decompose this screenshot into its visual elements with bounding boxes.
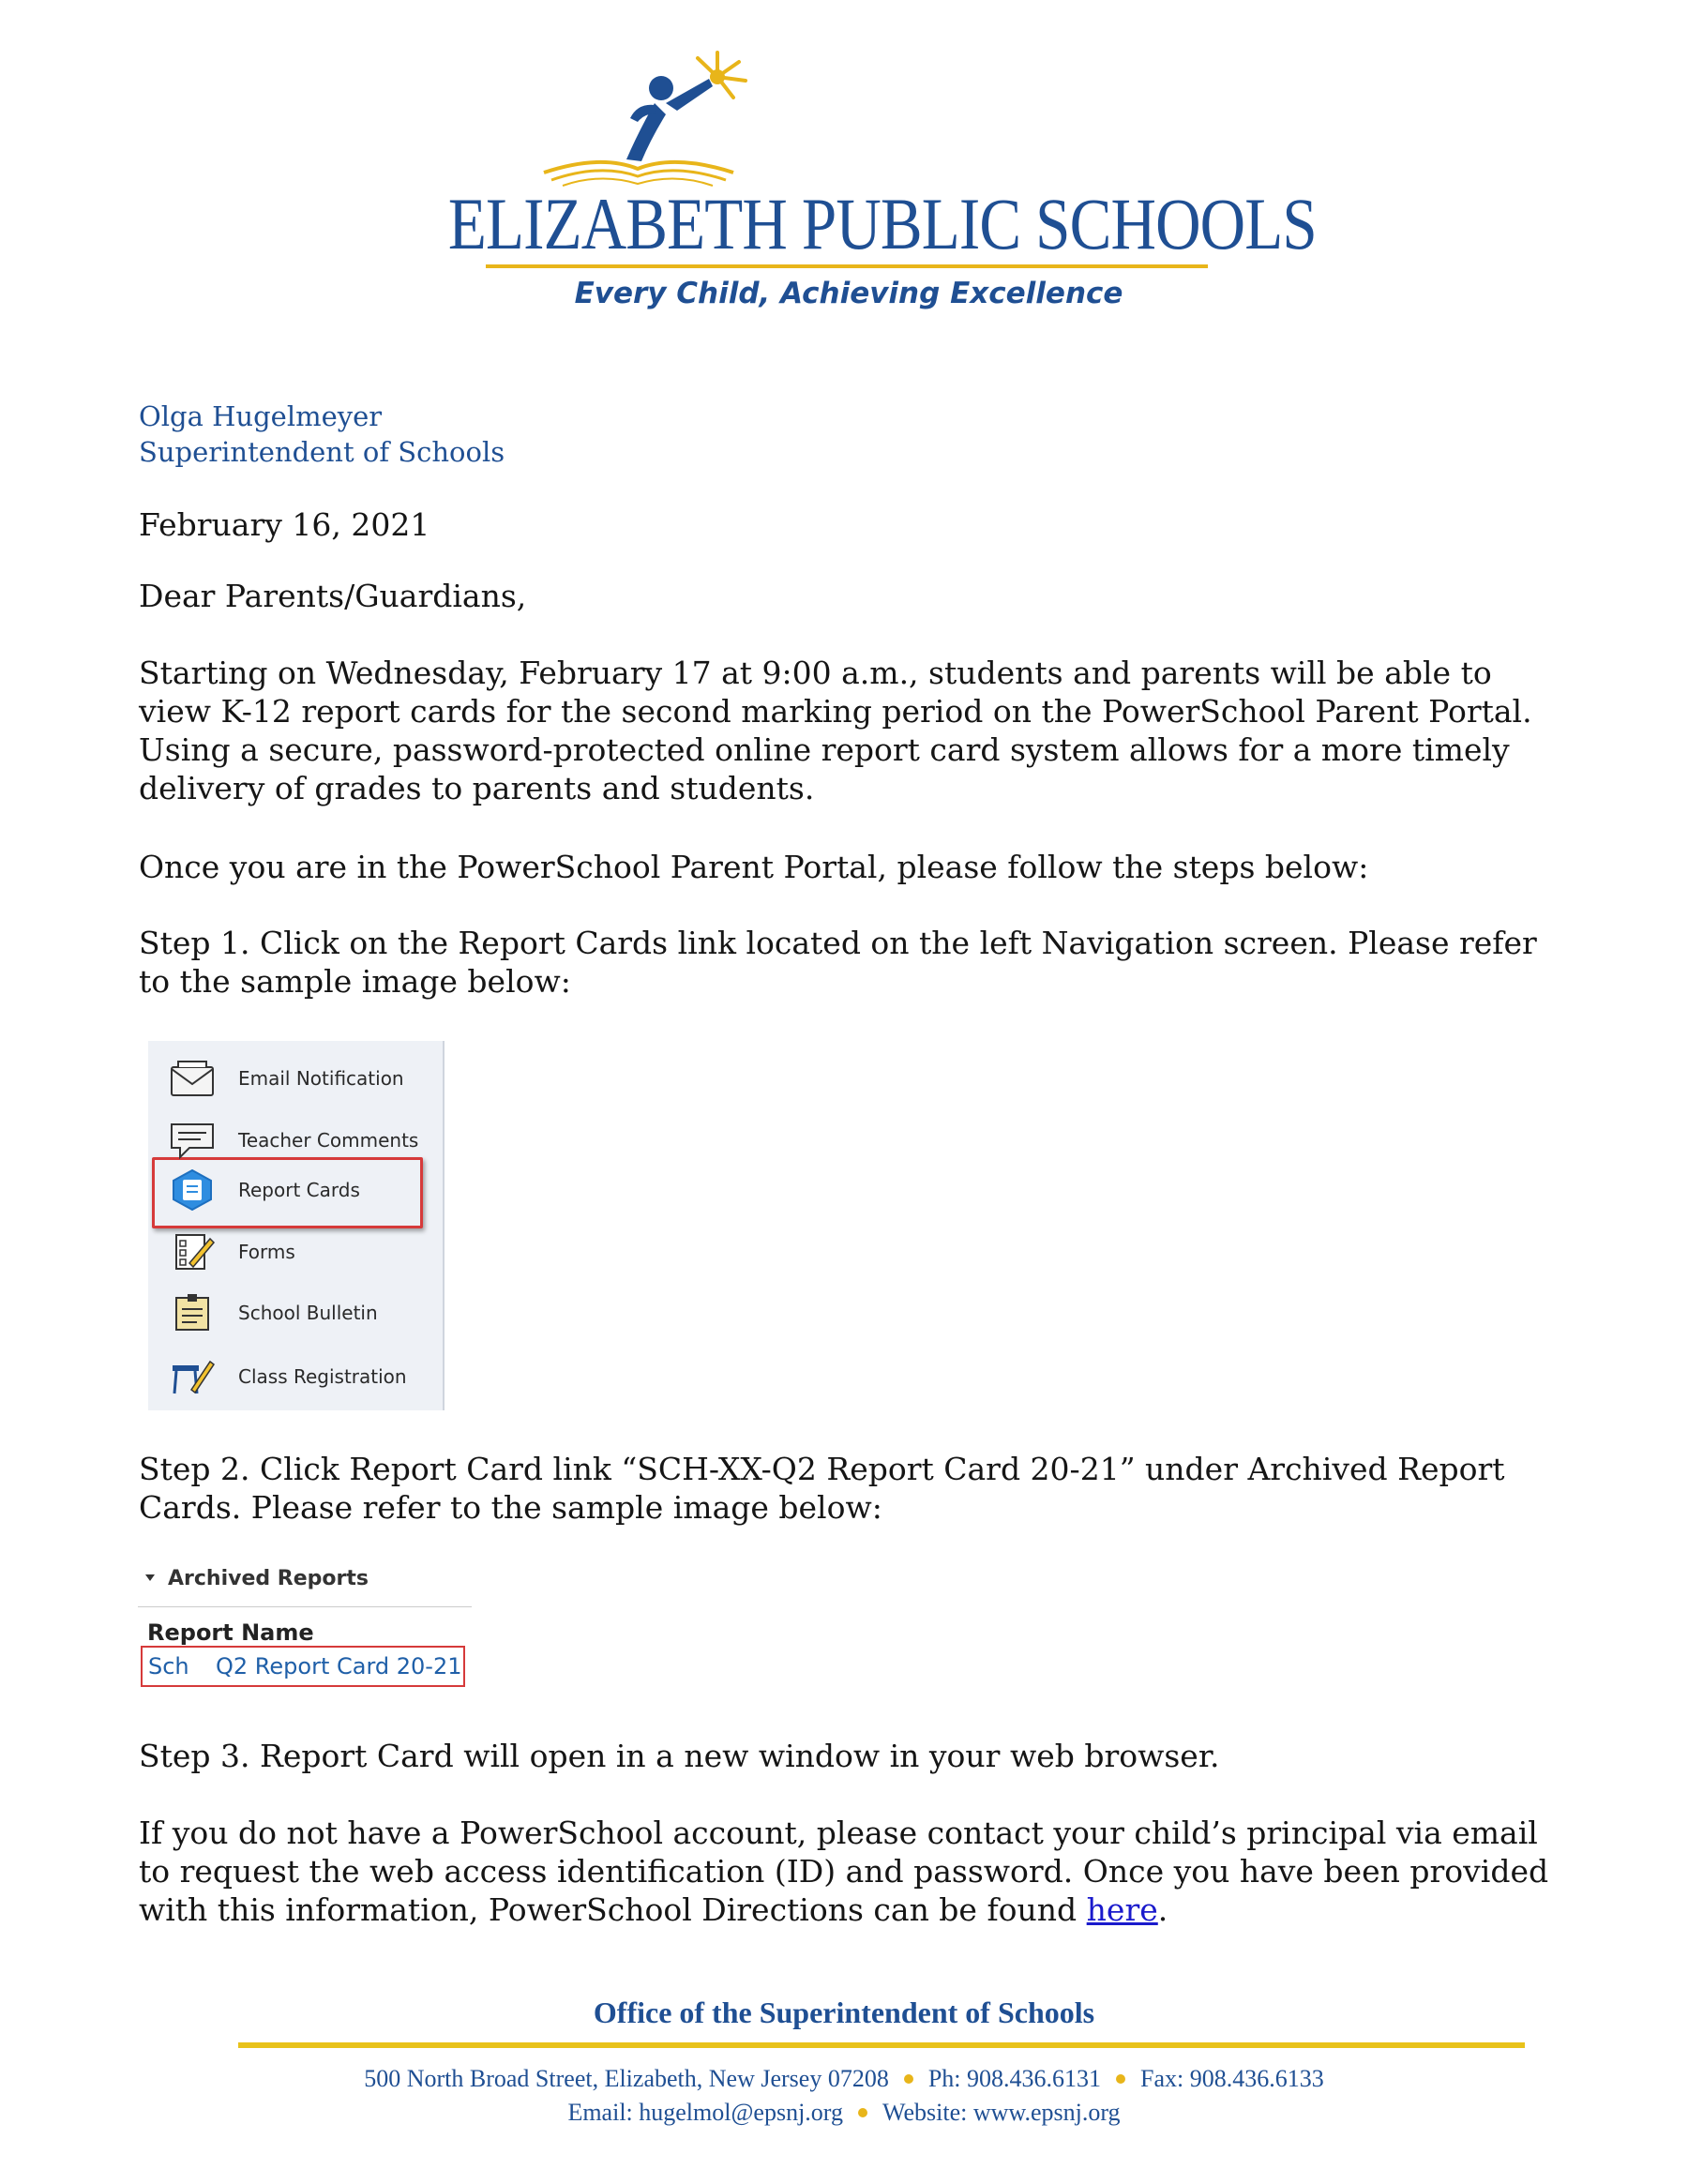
report-card-icon <box>169 1169 216 1211</box>
bullet-dot-icon <box>904 2074 913 2084</box>
footer-divider <box>238 2042 1525 2048</box>
nav-item-label: Class Registration <box>238 1364 407 1388</box>
archived-reports-sample-image <box>138 1561 472 1702</box>
nav-item-class-registration[interactable] <box>148 1350 430 1403</box>
footer-fax: Fax: 908.436.6133 <box>1140 2065 1324 2092</box>
sender-name: Olga Hugelmeyer <box>139 400 383 432</box>
footer-website[interactable]: Website: www.epsnj.org <box>882 2099 1121 2126</box>
footer-address: 500 North Broad Street, Elizabeth, New Jersey 07208 <box>364 2065 889 2092</box>
nav-item-teacher-comments[interactable] <box>148 1114 430 1167</box>
intro-paragraph: Starting on Wednesday, February 17 at 9:00 a.m., students and parents will be able to view K-12 report cards for the second marking period on the PowerSchool Parent Portal. Using a secure, password-protected online report card system allows for a more timely delivery of grades to parents and students. <box>139 655 1532 806</box>
desk-icon <box>169 1356 216 1397</box>
bullet-dot-icon <box>858 2108 867 2117</box>
bullet-dot-icon <box>1116 2074 1125 2084</box>
salutation: Dear Parents/Guardians, <box>139 578 527 614</box>
step-3: Step 3. Report Card will open in a new window in your web browser. <box>139 1738 1220 1774</box>
speech-bubble-icon <box>169 1120 216 1161</box>
school-logo <box>525 49 750 189</box>
directions-link[interactable]: here <box>1086 1891 1158 1928</box>
nav-item-label: Report Cards <box>238 1178 360 1201</box>
archived-divider <box>138 1606 472 1607</box>
footer-phone: Ph: 908.436.6131 <box>927 2065 1102 2092</box>
nav-item-label: Teacher Comments <box>238 1128 419 1152</box>
nav-item-report-cards[interactable] <box>148 1164 430 1216</box>
nav-item-school-bulletin[interactable] <box>148 1287 430 1339</box>
footer-contact-line-2 <box>0 2099 1688 2127</box>
steps-intro: Once you are in the PowerSchool Parent Portal, please follow the steps below: <box>139 849 1369 885</box>
account-paragraph-text: If you do not have a PowerSchool account, please contact your child’s principal via email to request the web access identification (ID) and password. Once you have been provided with this information, PowerSchool Directions can be found <box>139 1815 1549 1928</box>
nav-item-label: Email Notification <box>238 1066 404 1090</box>
organization-tagline: Every Child, Achieving Excellence <box>574 277 1123 310</box>
letter-date: February 16, 2021 <box>139 506 430 543</box>
bulletin-icon <box>169 1292 216 1333</box>
account-paragraph <box>139 1814 1574 1929</box>
archived-report-row <box>141 1646 465 1687</box>
nav-item-label: School Bulletin <box>238 1301 378 1324</box>
report-card-link[interactable]: Q2 Report Card 20-21 <box>216 1653 462 1679</box>
footer-contact-line-1 <box>0 2065 1688 2093</box>
checklist-icon <box>169 1231 216 1273</box>
nav-item-label: Forms <box>238 1240 295 1263</box>
envelope-icon <box>169 1058 216 1099</box>
report-name-column-header: Report Name <box>147 1619 314 1646</box>
nav-item-email-notification[interactable] <box>148 1052 430 1105</box>
navigation-sample-image <box>148 1041 445 1410</box>
organization-name: ELIZABETH PUBLIC SCHOOLS <box>447 183 1317 264</box>
caret-down-icon <box>145 1574 155 1581</box>
paragraph-end-punctuation: . <box>1157 1891 1168 1928</box>
footer-email[interactable]: Email: hugelmol@epsnj.org <box>567 2099 843 2126</box>
step-2: Step 2. Click Report Card link “SCH-XX-Q2 Report Card 20-21” under Archived Report Cards. Please refer to the sample image below: <box>139 1451 1505 1526</box>
archived-reports-header: Archived Reports <box>168 1567 369 1590</box>
letterhead-divider <box>486 264 1208 268</box>
nav-item-forms[interactable] <box>148 1226 430 1278</box>
report-prefix[interactable]: Sch <box>148 1653 189 1679</box>
footer-title: Office of the Superintendent of Schools <box>593 1996 1095 2029</box>
sender-title: Superintendent of Schools <box>139 436 505 468</box>
step-1: Step 1. Click on the Report Cards link located on the left Navigation screen. Please refer to the sample image below: <box>139 925 1537 1000</box>
